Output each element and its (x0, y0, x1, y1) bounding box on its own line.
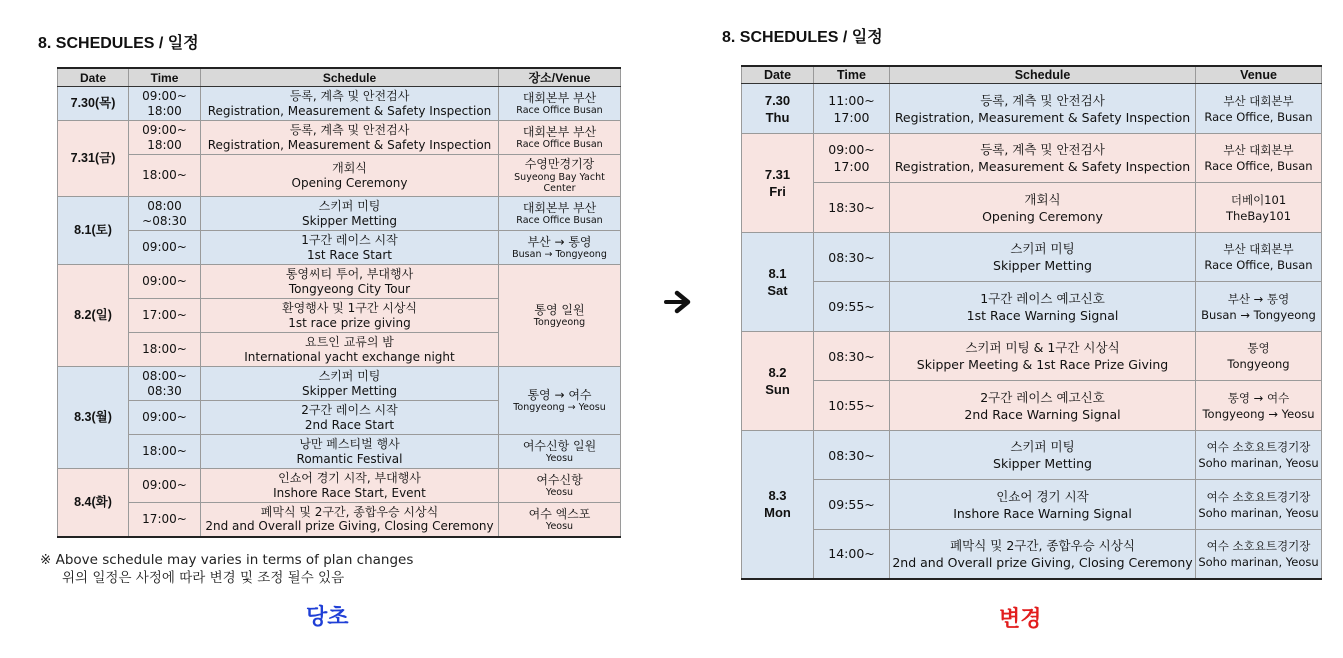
venue-cell: 부산 대회본부 Race Office, Busan (1196, 134, 1322, 183)
venue-cell: 여수신항 일원 Yeosu (499, 435, 621, 469)
time-cell: 08:30~ (814, 431, 890, 480)
time-cell: 09:00~ 18:00 (129, 87, 201, 121)
schedule-cell: 환영행사 및 1구간 시상식 1st race prize giving (201, 299, 499, 333)
table-header-row (742, 66, 1322, 84)
schedule-cell: 요트인 교류의 밤 International yacht exchange night (201, 333, 499, 367)
table-row (742, 183, 1322, 233)
schedule-cell: 2구간 레이스 예고신호 2nd Race Warning Signal (890, 381, 1196, 431)
table-row (742, 480, 1322, 530)
header-venue: Venue (1196, 66, 1322, 84)
changed-label: 변경 (999, 607, 1042, 632)
original-label: 당초 (306, 605, 349, 630)
time-cell: 17:00~ (129, 503, 201, 537)
header-time: Time (814, 66, 890, 84)
table-row (58, 87, 621, 121)
header-venue: 장소/Venue (499, 68, 621, 87)
venue-cell: 대회본부 부산 Race Office Busan (499, 87, 621, 121)
schedule-cell: 스키퍼 미팅 Skipper Metting (201, 367, 499, 401)
venue-cell: 대회본부 부산 Race Office Busan (499, 197, 621, 231)
schedule-cell: 등록, 계측 및 안전검사 Registration, Measurement & Safety Inspection (201, 87, 499, 121)
table-row (58, 155, 621, 197)
time-cell: 09:55~ (814, 480, 890, 530)
table-row (58, 469, 621, 503)
schedule-cell: 인쇼어 경기 시작 Inshore Race Warning Signal (890, 480, 1196, 530)
schedule-cell: 1구간 레이스 예고신호 1st Race Warning Signal (890, 282, 1196, 332)
venue-cell: 부산 대회본부 Race Office, Busan (1196, 233, 1322, 282)
table-row (58, 121, 621, 155)
venue-cell: 여수 엑스포 Yeosu (499, 503, 621, 537)
schedule-cell: 등록, 계측 및 안전검사 Registration, Measurement & Safety Inspection (890, 134, 1196, 183)
venue-cell: 부산 대회본부 Race Office, Busan (1196, 84, 1322, 134)
time-cell: 18:00~ (129, 333, 201, 367)
date-cell: 7.31(금) (58, 121, 129, 197)
schedule-cell: 스키퍼 미팅 & 1구간 시상식 Skipper Meeting & 1st Race Prize Giving (890, 332, 1196, 381)
table-row (58, 265, 621, 299)
venue-cell: 수영만경기장 Suyeong Bay Yacht Center (499, 155, 621, 197)
venue-cell: 여수신항 Yeosu (499, 469, 621, 503)
table-row (742, 282, 1322, 332)
venue-cell: 여수 소호요트경기장 Soho marinan, Yeosu (1196, 480, 1322, 530)
time-cell: 18:00~ (129, 155, 201, 197)
time-cell: 09:55~ (814, 282, 890, 332)
time-cell: 14:00~ (814, 530, 890, 579)
venue-cell: 통영 → 여수 Tongyeong → Yeosu (1196, 381, 1322, 431)
time-cell: 08:30~ (814, 332, 890, 381)
schedule-note (40, 551, 413, 587)
header-schedule: Schedule (201, 68, 499, 87)
table-row (742, 233, 1322, 282)
schedule-cell: 인쇼어 경기 시작, 부대행사 Inshore Race Start, Event (201, 469, 499, 503)
schedule-cell: 2구간 레이스 시작 2nd Race Start (201, 401, 499, 435)
changed-schedule-table (741, 65, 1322, 580)
schedule-cell: 개회식 Opening Ceremony (890, 183, 1196, 233)
header-time: Time (129, 68, 201, 87)
schedule-cell: 폐막식 및 2구간, 종합우승 시상식 2nd and Overall prize Giving, Closing Ceremony (201, 503, 499, 537)
time-cell: 09:00~ (129, 265, 201, 299)
table-header-row (58, 68, 621, 87)
table-row (742, 134, 1322, 183)
changed-heading: 8. SCHEDULES / 일정 (722, 29, 883, 46)
time-cell: 09:00~ (129, 231, 201, 265)
date-cell: 8.1(토) (58, 197, 129, 265)
original-heading: 8. SCHEDULES / 일정 (38, 35, 199, 52)
schedule-cell: 스키퍼 미팅 Skipper Metting (890, 431, 1196, 480)
time-cell: 09:00~ (129, 469, 201, 503)
table-row (742, 431, 1322, 480)
time-cell: 17:00~ (129, 299, 201, 333)
original-schedule-table (57, 67, 621, 538)
schedule-cell: 등록, 계측 및 안전검사 Registration, Measurement & Safety Inspection (201, 121, 499, 155)
date-cell: 8.2(일) (58, 265, 129, 367)
header-date: Date (742, 66, 814, 84)
table-row (742, 381, 1322, 431)
date-cell: 8.2 Sun (742, 332, 814, 431)
table-row (58, 197, 621, 231)
note-line-english: ※ Above schedule may varies in terms of plan changes (40, 552, 414, 568)
date-cell: 7.31 Fri (742, 134, 814, 233)
time-cell: 08:30~ (814, 233, 890, 282)
time-cell: 08:00~ 08:30 (129, 367, 201, 401)
venue-cell: 부산 → 통영 Busan → Tongyeong (499, 231, 621, 265)
table-row (58, 435, 621, 469)
header-date: Date (58, 68, 129, 87)
time-cell: 08:00 ~08:30 (129, 197, 201, 231)
date-cell: 8.3 Mon (742, 431, 814, 579)
venue-cell: 통영 → 여수 Tongyeong → Yeosu (499, 367, 621, 435)
time-cell: 10:55~ (814, 381, 890, 431)
table-row (742, 530, 1322, 579)
table-row (742, 84, 1322, 134)
venue-cell: 통영 일원 Tongyeong (499, 265, 621, 367)
schedule-cell: 스키퍼 미팅 Skipper Metting (201, 197, 499, 231)
table-row (58, 231, 621, 265)
schedule-cell: 폐막식 및 2구간, 종합우승 시상식 2nd and Overall prize Giving, Closing Ceremony (890, 530, 1196, 579)
time-cell: 18:30~ (814, 183, 890, 233)
table-row (58, 367, 621, 401)
header-schedule: Schedule (890, 66, 1196, 84)
schedule-cell: 낭만 페스티벌 행사 Romantic Festival (201, 435, 499, 469)
venue-cell: 여수 소호요트경기장 Soho marinan, Yeosu (1196, 431, 1322, 480)
date-cell: 7.30(목) (58, 87, 129, 121)
date-cell: 7.30 Thu (742, 84, 814, 134)
schedule-cell: 통영씨티 투어, 부대행사 Tongyeong City Tour (201, 265, 499, 299)
time-cell: 18:00~ (129, 435, 201, 469)
time-cell: 09:00~ 18:00 (129, 121, 201, 155)
note-line-korean: 위의 일정은 사정에 따라 변경 및 조정 될수 있음 (62, 570, 345, 586)
venue-cell: 대회본부 부산 Race Office Busan (499, 121, 621, 155)
venue-cell: 여수 소호요트경기장 Soho marinan, Yeosu (1196, 530, 1322, 579)
schedule-cell: 개회식 Opening Ceremony (201, 155, 499, 197)
time-cell: 09:00~ 17:00 (814, 134, 890, 183)
date-cell: 8.4(화) (58, 469, 129, 537)
venue-cell: 통영 Tongyeong (1196, 332, 1322, 381)
venue-cell: 더베이101 TheBay101 (1196, 183, 1322, 233)
table-row (742, 332, 1322, 381)
schedule-cell: 스키퍼 미팅 Skipper Metting (890, 233, 1196, 282)
table-row (58, 503, 621, 537)
time-cell: 11:00~ 17:00 (814, 84, 890, 134)
time-cell: 09:00~ (129, 401, 201, 435)
venue-cell: 부산 → 통영 Busan → Tongyeong (1196, 282, 1322, 332)
date-cell: 8.1 Sat (742, 233, 814, 332)
schedule-cell: 1구간 레이스 시작 1st Race Start (201, 231, 499, 265)
schedule-cell: 등록, 계측 및 안전검사 Registration, Measurement & Safety Inspection (890, 84, 1196, 134)
date-cell: 8.3(월) (58, 367, 129, 469)
right-arrow-icon (663, 290, 693, 318)
